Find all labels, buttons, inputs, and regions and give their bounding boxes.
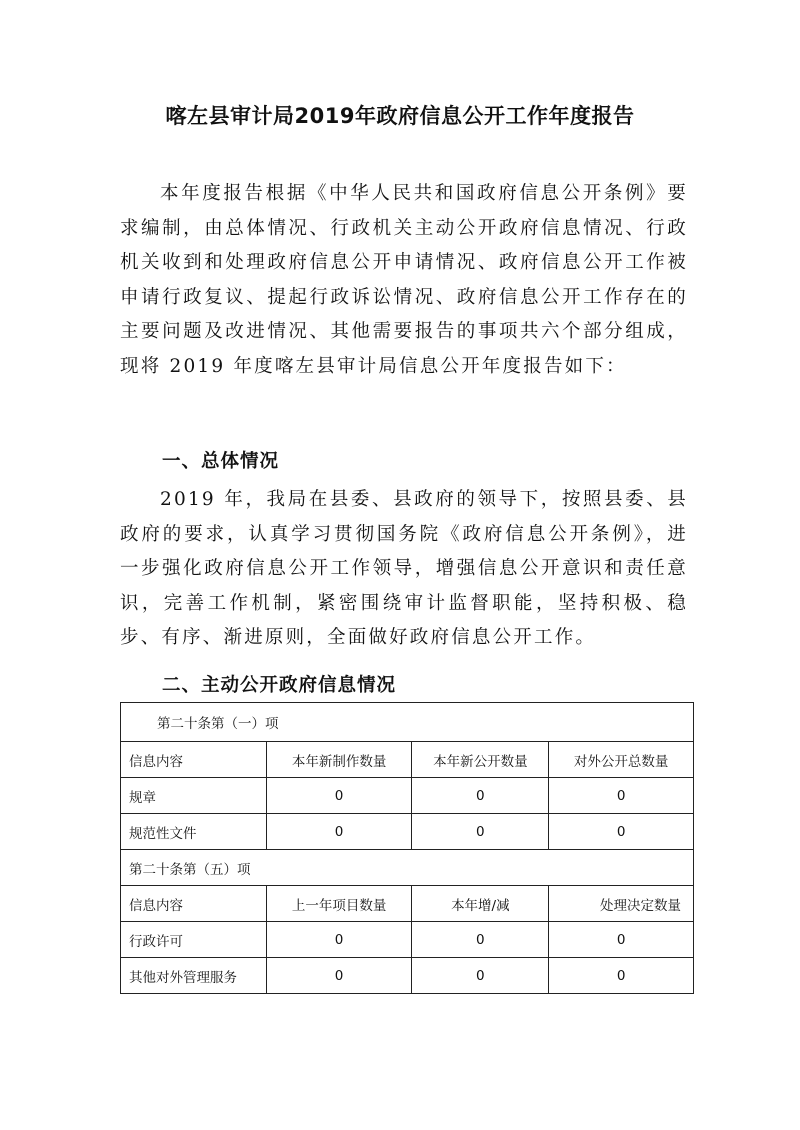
- table-cell: 0: [549, 814, 694, 850]
- table-cell: 0: [412, 814, 549, 850]
- section-a-title: 第二十条第（一）项: [121, 703, 694, 742]
- table-row: [121, 922, 694, 958]
- intro-paragraph: 本年度报告根据《中华人民共和国政府信息公开条例》要求编制，由总体情况、行政机关主动公开政府信息情况、行政机关收到和处理政府信息公开申请情况、政府信息公开工作被申请行政复议、提起行政诉讼情况、政府信息公开工作存在的主要问题及改进情况、其他需要报告的事项共六个部分组成，现将 2019 年度喀左县审计局信息公开年度报告如下：: [120, 183, 688, 377]
- row-label: 规章: [121, 778, 267, 814]
- table-header-row: [121, 886, 694, 922]
- row-label: 行政许可: [121, 922, 267, 958]
- table-cell: 0: [266, 958, 412, 994]
- table-cell: 0: [412, 778, 549, 814]
- table-header-row: [121, 742, 694, 778]
- table-row: [121, 814, 694, 850]
- table-cell: 0: [549, 958, 694, 994]
- header-cell: 信息内容: [121, 886, 267, 922]
- section-b-title: 第二十条第（五）项: [121, 850, 694, 886]
- header-cell: 信息内容: [121, 742, 267, 778]
- table-cell: 0: [266, 814, 412, 850]
- table-section-row: [121, 850, 694, 886]
- table-section-row: [121, 703, 694, 742]
- disclosure-table: [120, 702, 694, 994]
- table-cell: 0: [266, 922, 412, 958]
- header-cell: 本年新制作数量: [266, 742, 412, 778]
- page-title: 喀左县审计局2019年政府信息公开工作年度报告: [165, 104, 635, 128]
- table-cell: 0: [549, 778, 694, 814]
- section-heading-proactive-disclosure: 二、主动公开政府信息情况: [162, 675, 397, 696]
- row-label: 规范性文件: [121, 814, 267, 850]
- header-cell: 本年新公开数量: [412, 742, 549, 778]
- header-cell: 对外公开总数量: [549, 742, 694, 778]
- header-cell: 本年增/减: [412, 886, 549, 922]
- header-cell: 上一年项目数量: [266, 886, 412, 922]
- table-cell: 0: [266, 778, 412, 814]
- table-cell: 0: [412, 922, 549, 958]
- section-heading-overview: 一、总体情况: [162, 451, 280, 472]
- header-cell: 处理决定数量: [549, 886, 694, 922]
- overview-paragraph: 2019 年，我局在县委、县政府的领导下，按照县委、县政府的要求，认真学习贯彻国务院《政府信息公开条例》，进一步强化政府信息公开工作领导，增强信息公开意识和责任意识，完善工作机制，紧密围绕审计监督职能，坚持积极、稳步、有序、渐进原则，全面做好政府信息公开工作。: [120, 489, 688, 649]
- table-row: [121, 778, 694, 814]
- row-label: 其他对外管理服务: [121, 958, 267, 994]
- table-cell: 0: [549, 922, 694, 958]
- table-row: [121, 958, 694, 994]
- table-cell: 0: [412, 958, 549, 994]
